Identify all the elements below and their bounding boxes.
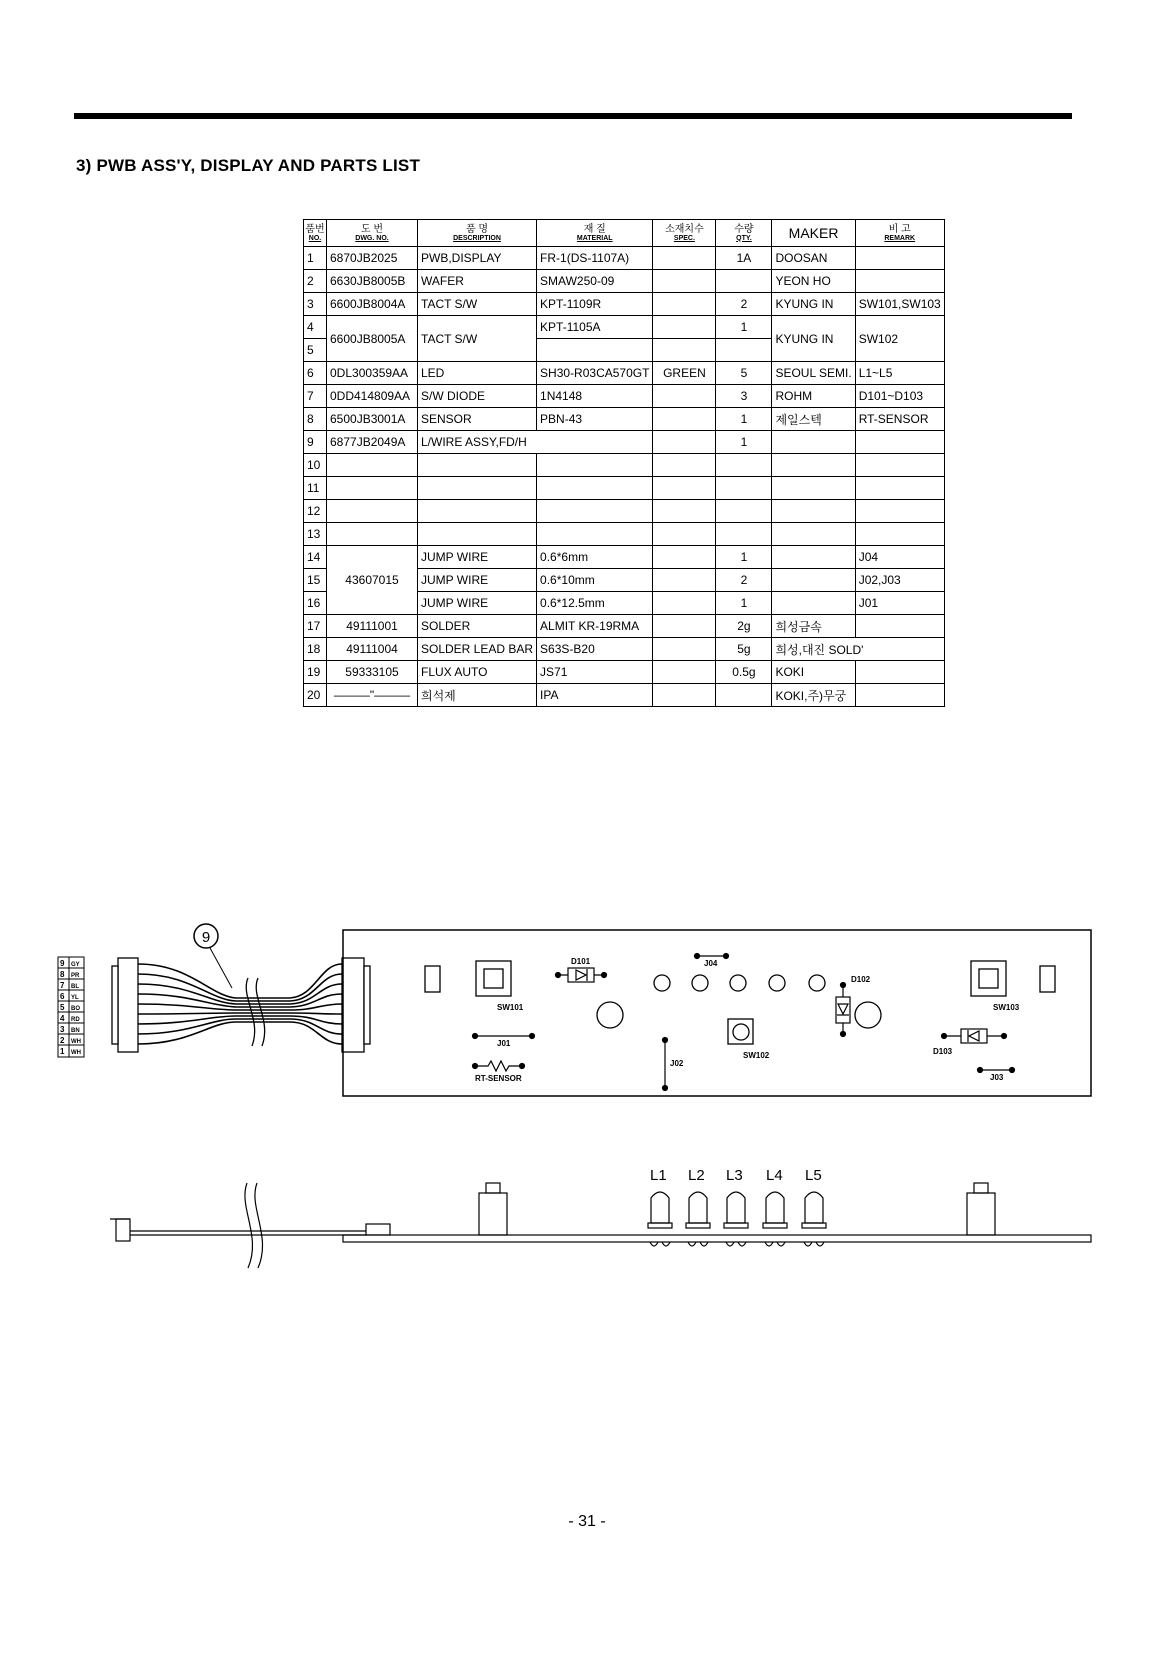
cell-qty: 1	[716, 431, 772, 454]
cell-no: 7	[304, 385, 327, 408]
cell-no: 1	[304, 247, 327, 270]
cell-qty: 5g	[716, 638, 772, 661]
sw103-outer	[971, 961, 1006, 996]
cell-qty: 1	[716, 408, 772, 431]
led-labels	[650, 1167, 822, 1184]
cell-material: KPT-1109R	[537, 293, 653, 316]
cell-dwg: 49111001	[327, 615, 418, 638]
cell-maker: KOKI,주)무궁	[772, 684, 855, 707]
cell-material: ALMIT KR-19RMA	[537, 615, 653, 638]
legend-pin: 7	[60, 981, 65, 990]
legend-color: WH	[71, 1039, 81, 1045]
cable-break	[245, 1183, 253, 1268]
sw103-inner	[979, 969, 998, 988]
cell-maker: YEON HO	[772, 270, 855, 293]
cell-no: 6	[304, 362, 327, 385]
cell-remark: J01	[855, 592, 944, 615]
header-dwg-no: 도 번 DWG. NO.	[327, 220, 418, 247]
label-d101: D101	[571, 957, 591, 966]
cell-desc: TACT S/W	[418, 293, 537, 316]
cell-no: 4	[304, 316, 327, 339]
wire-break-mark	[246, 978, 264, 1046]
legend-pin: 2	[60, 1036, 65, 1045]
cell-qty: 1A	[716, 247, 772, 270]
label-sw103: SW103	[993, 1003, 1020, 1012]
legend-pin: 8	[60, 970, 65, 979]
cell-no: 12	[304, 500, 327, 523]
cell-dwg: 6630JB8005B	[327, 270, 418, 293]
cell-material: SH30-R03CA570GT	[537, 362, 653, 385]
cell-dwg: ———"———	[327, 684, 418, 707]
cell-desc: SENSOR	[418, 408, 537, 431]
cell-dwg: 43607015	[327, 546, 418, 615]
cell-no: 3	[304, 293, 327, 316]
cell-dwg: 6870JB2025	[327, 247, 418, 270]
cell-dwg: 6877JB2049A	[327, 431, 418, 454]
cell-no: 19	[304, 661, 327, 684]
cell-desc: SOLDER LEAD BAR	[418, 638, 537, 661]
cell-no: 5	[304, 339, 327, 362]
diode-d101	[556, 968, 607, 982]
diode-d102	[836, 983, 850, 1037]
legend-pin: 4	[60, 1014, 65, 1023]
section-title: 3) PWB ASS'Y, DISPLAY AND PARTS LIST	[76, 156, 421, 175]
cell-no: 8	[304, 408, 327, 431]
cell-desc: LED	[418, 362, 537, 385]
cell-material: 0.6*6mm	[537, 546, 653, 569]
cell-qty: 1	[716, 546, 772, 569]
cell-qty: 1	[716, 592, 772, 615]
cell-dwg: 0DL300359AA	[327, 362, 418, 385]
pcb-side	[343, 1235, 1091, 1242]
mount-slot-left	[425, 966, 440, 992]
cell-material: JS71	[537, 661, 653, 684]
label-j04: J04	[704, 959, 718, 968]
jumpers	[473, 954, 1015, 1091]
cell-material: 1N4148	[537, 385, 653, 408]
cell-maker: ROHM	[772, 385, 855, 408]
cell-remark: SW102	[855, 316, 944, 362]
cell-maker: 희성금속	[772, 615, 855, 638]
legend-color: BL	[71, 984, 79, 990]
cell-no: 17	[304, 615, 327, 638]
header-maker: MAKER	[772, 220, 855, 247]
led-side-row	[648, 1192, 826, 1246]
cell-remark: L1~L5	[855, 362, 944, 385]
hole-right	[855, 1002, 881, 1028]
diode-d103	[942, 1029, 1007, 1043]
led-label-l4: L4	[766, 1167, 783, 1184]
cell-remark: J02,J03	[855, 569, 944, 592]
cell-dwg: 6500JB3001A	[327, 408, 418, 431]
sw101-inner	[484, 969, 503, 988]
cell-maker: KYUNG IN	[772, 293, 855, 316]
mount-slot-right	[1040, 966, 1055, 992]
wafer-side	[366, 1224, 390, 1235]
harness-plug-side	[116, 1219, 130, 1241]
cell-spec: GREEN	[653, 362, 716, 385]
header-description: 품 명 DESCRIPTION	[418, 220, 537, 247]
cell-remark: RT-SENSOR	[855, 408, 944, 431]
header-material: 재 질 MATERIAL	[537, 220, 653, 247]
cell-material: FR-1(DS-1107A)	[537, 247, 653, 270]
led-pad	[730, 975, 746, 991]
label-d102: D102	[851, 975, 871, 984]
side-view	[110, 1183, 1091, 1268]
svg-text:9: 9	[201, 929, 211, 946]
sw101-side	[479, 1193, 507, 1235]
led-label-l5: L5	[805, 1167, 822, 1184]
rt-sensor-symbol	[473, 1061, 525, 1071]
legend-pin: 5	[60, 1003, 65, 1012]
label-j02: J02	[670, 1059, 684, 1068]
cell-material: S63S-B20	[537, 638, 653, 661]
cell-maker: 희성,대진 SOLD'	[772, 638, 944, 661]
cell-qty: 2g	[716, 615, 772, 638]
header-spec: 소재치수 SPEC.	[653, 220, 716, 247]
led-label-l1: L1	[650, 1167, 667, 1184]
sw101-outer	[476, 961, 511, 996]
cell-material: IPA	[537, 684, 653, 707]
legend-color: YL	[71, 995, 79, 1001]
legend-color: GY	[71, 962, 80, 968]
legend-color: BN	[71, 1028, 80, 1034]
cell-desc: JUMP WIRE	[418, 569, 537, 592]
legend-pin: 3	[60, 1025, 65, 1034]
label-d103: D103	[933, 1047, 953, 1056]
label-rt-sensor: RT-SENSOR	[475, 1074, 522, 1083]
legend-color: RD	[71, 1017, 80, 1023]
cell-qty: 3	[716, 385, 772, 408]
cell-qty: 1	[716, 316, 772, 339]
cell-dwg: 6600JB8005A	[327, 316, 418, 362]
led-pad	[769, 975, 785, 991]
cell-desc: WAFER	[418, 270, 537, 293]
sw102-inner	[733, 1024, 749, 1040]
label-sw101: SW101	[497, 1003, 524, 1012]
label-j01: J01	[497, 1039, 511, 1048]
cell-no: 2	[304, 270, 327, 293]
cell-no: 16	[304, 592, 327, 615]
led-pad	[692, 975, 708, 991]
harness-connector-left	[112, 958, 138, 1052]
cell-desc: L/WIRE ASSY,FD/H	[418, 431, 653, 454]
led-pad	[809, 975, 825, 991]
cell-no: 11	[304, 477, 327, 500]
cell-no: 9	[304, 431, 327, 454]
cell-desc: 희석제	[418, 684, 537, 707]
cell-remark: SW101,SW103	[855, 293, 944, 316]
cell-desc: JUMP WIRE	[418, 592, 537, 615]
cell-remark: D101~D103	[855, 385, 944, 408]
cell-no: 10	[304, 454, 327, 477]
cell-remark: J04	[855, 546, 944, 569]
cell-maker: KYUNG IN	[772, 316, 855, 362]
cell-maker: SEOUL SEMI.	[772, 362, 855, 385]
cell-material: 0.6*10mm	[537, 569, 653, 592]
cell-desc: TACT S/W	[418, 316, 537, 362]
cell-desc: FLUX AUTO	[418, 661, 537, 684]
legend-color: WH	[71, 1050, 81, 1056]
wafer-connector	[342, 958, 370, 1052]
cell-no: 14	[304, 546, 327, 569]
label-j03: J03	[990, 1073, 1004, 1082]
legend-pin: 9	[60, 959, 65, 968]
hole-left	[597, 1002, 623, 1028]
cell-no: 15	[304, 569, 327, 592]
callout-9	[194, 924, 232, 988]
legend-color: PR	[71, 973, 80, 979]
cell-material: PBN-43	[537, 408, 653, 431]
wire-bundle	[138, 964, 342, 1044]
cell-qty: 2	[716, 293, 772, 316]
cell-dwg: 0DD414809AA	[327, 385, 418, 408]
cell-no: 20	[304, 684, 327, 707]
cell-no: 13	[304, 523, 327, 546]
cell-dwg: 49111004	[327, 638, 418, 661]
header-no: 품번 NO.	[304, 220, 327, 247]
cell-no: 18	[304, 638, 327, 661]
cell-dwg: 59333105	[327, 661, 418, 684]
sw103-side	[967, 1193, 995, 1235]
cell-dwg: 6600JB8004A	[327, 293, 418, 316]
cell-desc: S/W DIODE	[418, 385, 537, 408]
cell-material: KPT-1105A	[537, 316, 653, 339]
cell-material: SMAW250-09	[537, 270, 653, 293]
header-qty: 수량 QTY.	[716, 220, 772, 247]
page-number: - 31 -	[568, 1513, 606, 1530]
cell-qty: 0.5g	[716, 661, 772, 684]
led-label-l3: L3	[726, 1167, 743, 1184]
header-remark: 비 고 REMARK	[855, 220, 944, 247]
cell-maker: KOKI	[772, 661, 855, 684]
legend-pin: 1	[60, 1047, 65, 1056]
legend-pin: 6	[60, 992, 65, 1001]
cell-desc: SOLDER	[418, 615, 537, 638]
cell-qty: 2	[716, 569, 772, 592]
cell-desc: JUMP WIRE	[418, 546, 537, 569]
legend-color: BO	[71, 1006, 80, 1012]
led-label-l2: L2	[688, 1167, 705, 1184]
wire-color-legend-text	[60, 959, 81, 1056]
cell-maker: 제일스텍	[772, 408, 855, 431]
label-sw102: SW102	[743, 1051, 770, 1060]
cell-material: 0.6*12.5mm	[537, 592, 653, 615]
cell-qty: 5	[716, 362, 772, 385]
cell-maker: DOOSAN	[772, 247, 855, 270]
cell-desc: PWB,DISPLAY	[418, 247, 537, 270]
led-pad	[654, 975, 670, 991]
